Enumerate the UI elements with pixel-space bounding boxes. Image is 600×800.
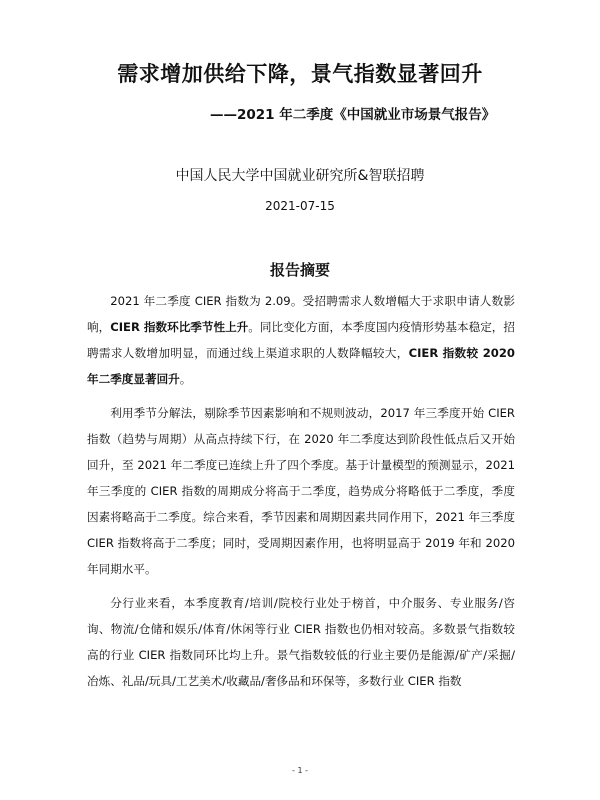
paragraph-2 <box>87 400 515 582</box>
page-number: - 1 - <box>292 766 308 775</box>
paragraph-1-segment: 。 <box>179 372 192 386</box>
report-title: 需求增加供给下降，景气指数显著回升 <box>117 62 483 86</box>
section-heading-summary: 报告摘要 <box>269 261 330 279</box>
paragraph-1 <box>87 288 515 392</box>
paragraph-1-bold-segment: CIER 指数环比季节性上升 <box>110 320 249 334</box>
paragraph-1-segment: 2021 年二季度 CIER 指数为 2.09。受招聘需求人数增幅大于求职申请人数影响， <box>87 294 515 334</box>
report-date: 2021-07-15 <box>265 199 335 213</box>
paragraph-2-segment: 利用季节分解法，剔除季节因素影响和不规则波动，2017 年三季度开始 CIER 指数（趋势与周期）从高点持续下行，在 2020 年二季度达到阶段性低点后又开始回升，至 2021 年二季度已连续上升了四个季度。基于计量模型的预测显示，2021 年三季度的 CIER 指数的周期成分将高于二季度，趋势成分将略低于二季度，季度因素将略高于二季度。综合来看，季节因素和周期因素共同作用下，2021 年三季度 CIER 指数将高于二季度；同时，受周期因素作用，也将明显高于 2019 年和 2020 年同期水平。 <box>87 406 515 576</box>
report-subtitle: ——2021 年二季度《中国就业市场景气报告》 <box>210 107 496 123</box>
organization-line: 中国人民大学中国就业研究所&智联招聘 <box>175 168 425 184</box>
paragraph-3 <box>87 590 515 694</box>
paragraph-1-segment: 。同比变化方面，本季度国内疫情形势基本稳定，招聘需求人数增加明显，而通过线上渠道求职的人数降幅较大， <box>87 320 515 360</box>
summary-body <box>87 288 515 702</box>
paragraph-3-segment: 分行业来看，本季度教育/培训/院校行业处于榜首，中介服务、专业服务/咨询、物流/仓储和娱乐/体育/休闲等行业 CIER 指数也仍相对较高。多数景气指数较高的行业 CIER 指数同环比均上升。景气指数较低的行业主要仍是能源/矿产/采掘/冶炼、礼品/玩具/工艺美术/收藏品/奢侈品和环保等，多数行业 CIER 指数 <box>87 596 515 688</box>
paragraph-1-bold-segment: CIER 指数较 2020 年二季度显著回升 <box>87 346 515 386</box>
